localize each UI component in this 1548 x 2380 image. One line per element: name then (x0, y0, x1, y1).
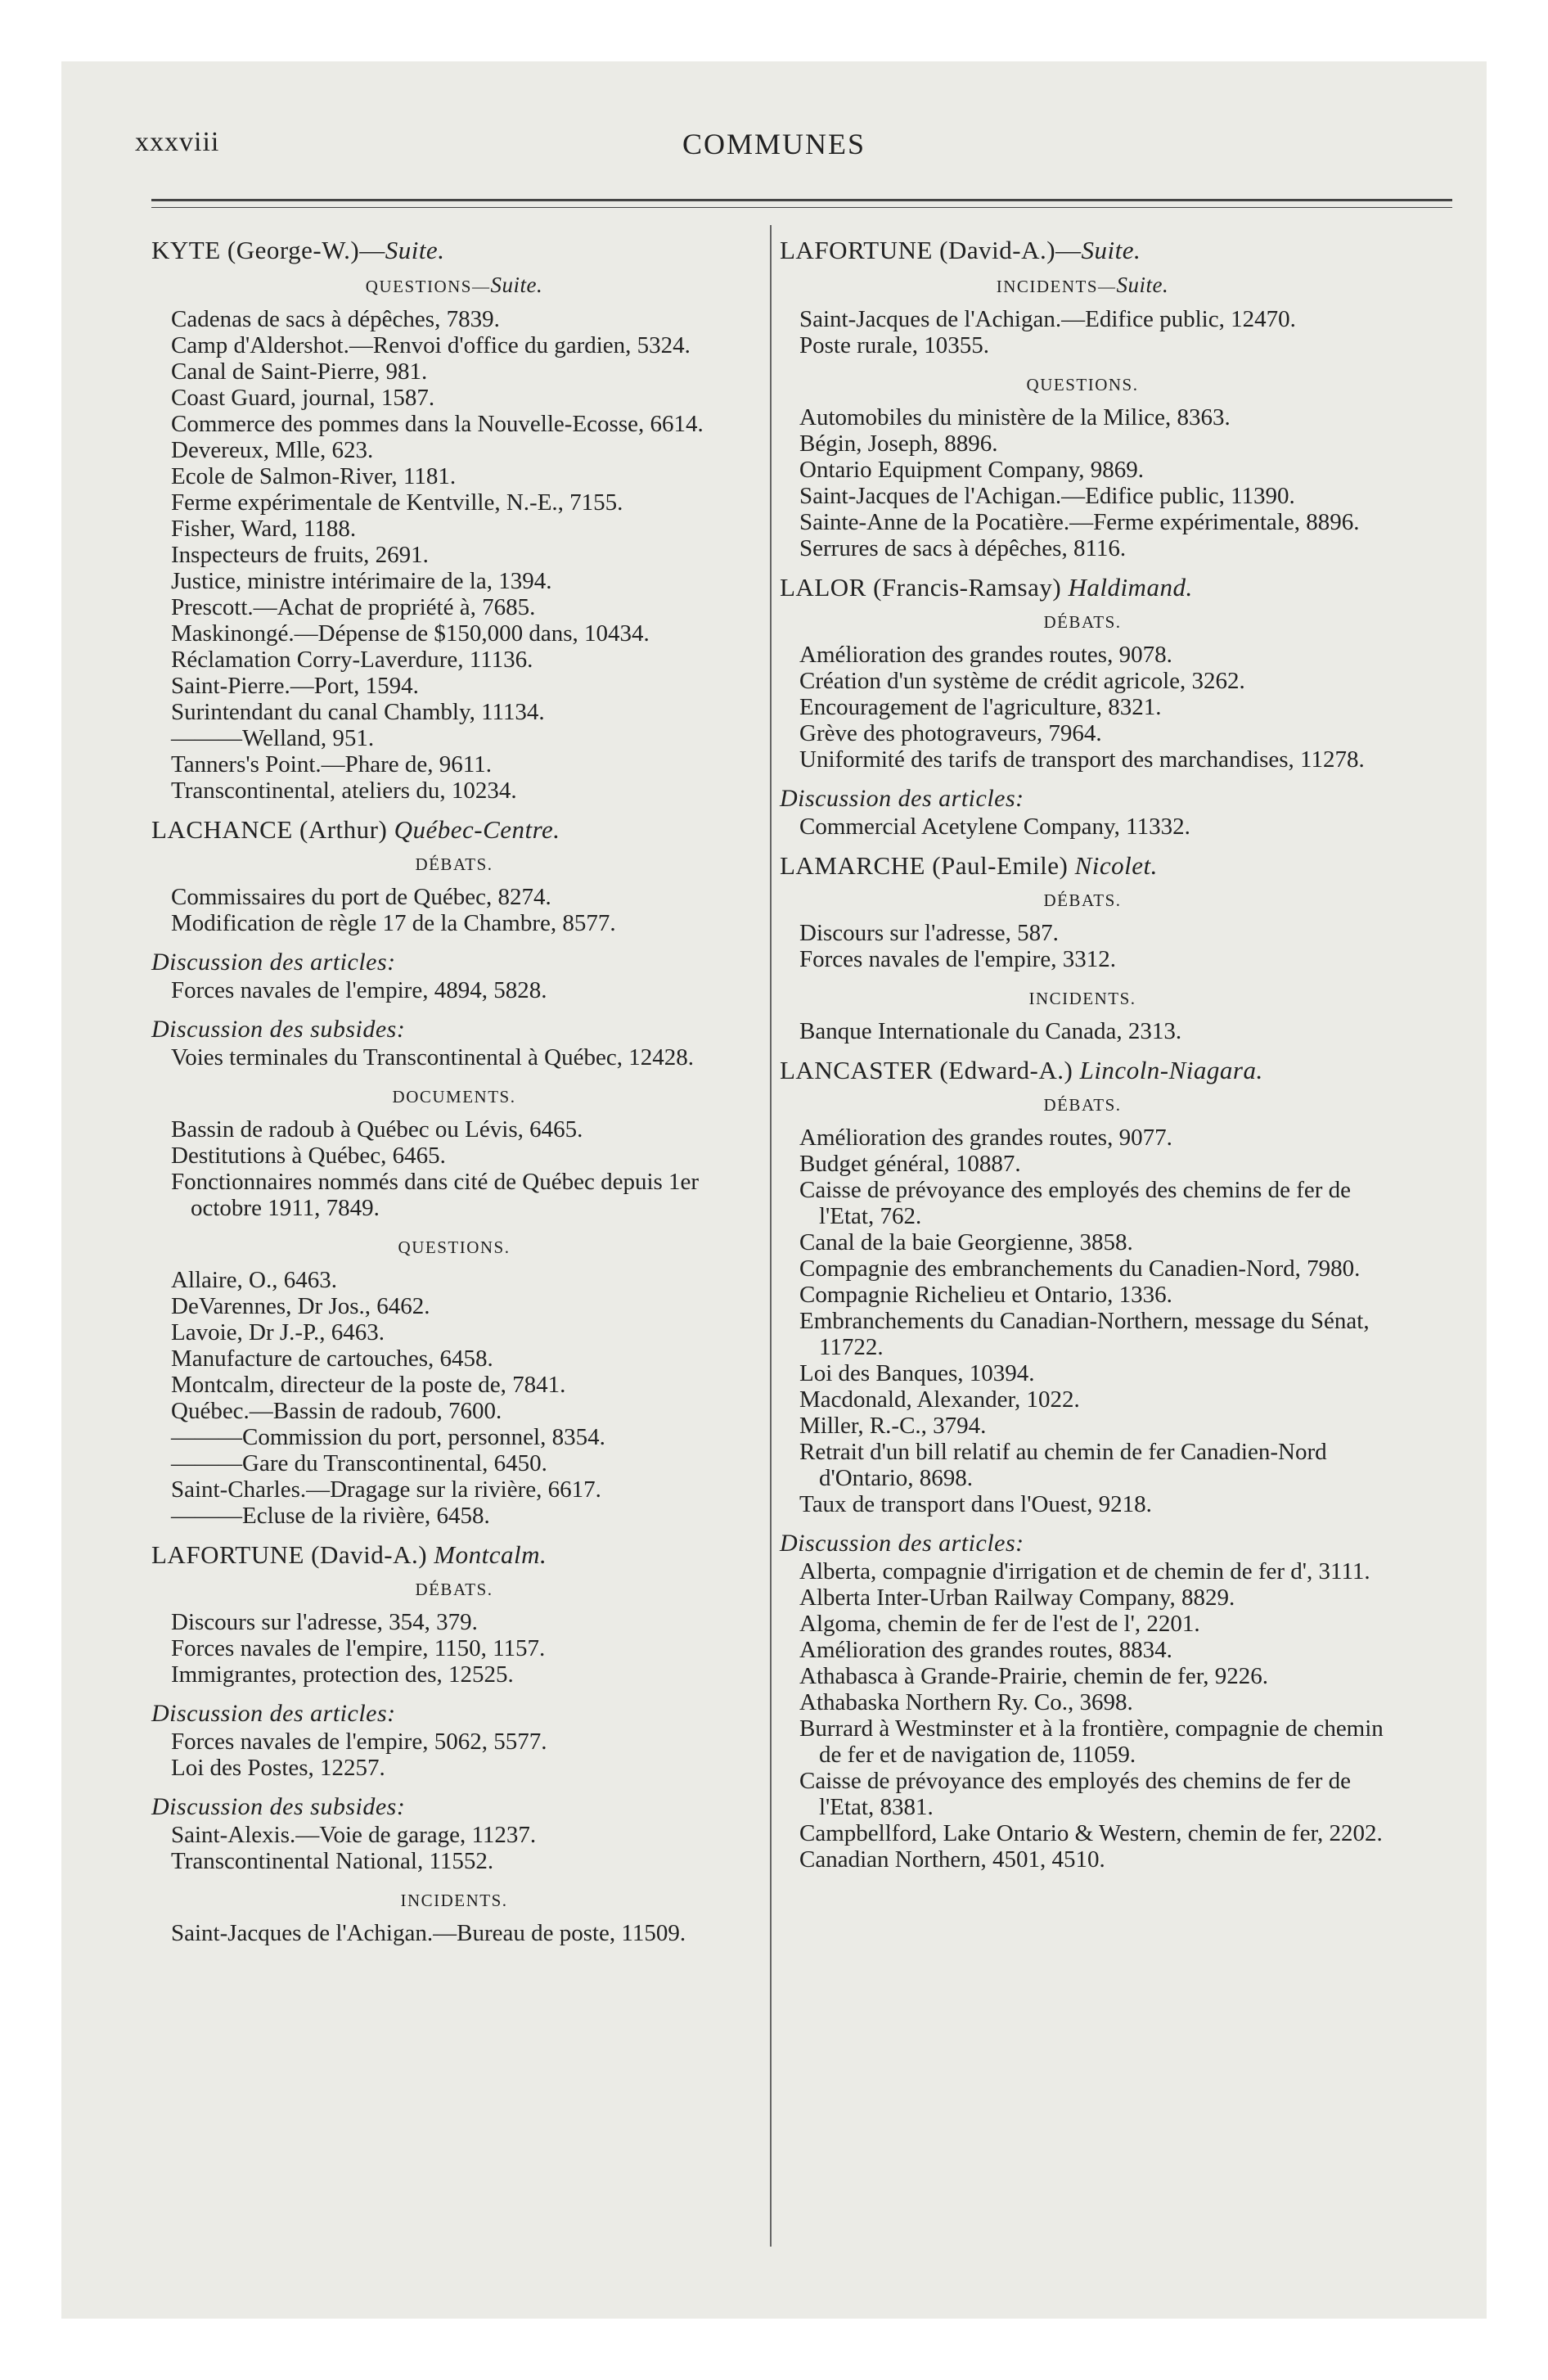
index-entry: Fisher, Ward, 1188. (171, 516, 357, 542)
index-entry: Destitutions à Québec, 6465. (171, 1143, 446, 1169)
index-entry: Caisse de prévoyance des employés des chemins de fer de l'Etat, 762. (799, 1177, 1352, 1229)
section-title-text: DÉBATS. (1043, 1095, 1122, 1115)
index-entry: Modification de règle 17 de la Chambre, 8577. (171, 910, 616, 936)
member-name: LANCASTER (Edward-A.) (780, 1056, 1080, 1084)
entry-list (780, 1558, 1385, 1873)
index-entry: Poste rurale, 10355. (799, 332, 989, 358)
index-entry: Automobiles du ministère de la Milice, 8363. (799, 404, 1231, 430)
index-entry: Miller, R.-C., 3794. (799, 1413, 987, 1439)
section-title-text: DOCUMENTS. (392, 1087, 516, 1107)
member-riding: Suite. (1081, 236, 1141, 264)
entry-list (151, 1920, 757, 1946)
section-title (780, 1092, 1385, 1118)
index-entry: Macdonald, Alexander, 1022. (799, 1386, 1080, 1413)
member-name: LALOR (Francis-Ramsay) (780, 573, 1069, 602)
index-entry: Transcontinental National, 11552. (171, 1848, 494, 1874)
index-entry: Uniformité des tarifs de transport des marchandises, 11278. (799, 746, 1365, 773)
index-entry: Saint-Charles.—Dragage sur la rivière, 6617. (171, 1476, 601, 1503)
index-entry: ———Gare du Transcontinental, 6450. (171, 1450, 547, 1476)
index-entry: Réclamation Corry-Laverdure, 11136. (171, 647, 533, 673)
section-title-text: INCIDENTS. (400, 1891, 508, 1910)
entry-list (151, 1267, 757, 1529)
book-page (61, 61, 1487, 2319)
section-title-italic: Suite. (1116, 273, 1169, 297)
index-entry: Tanners's Point.—Phare de, 9611. (171, 751, 492, 778)
index-entry: Loi des Postes, 12257. (171, 1755, 385, 1781)
right-column (780, 229, 1385, 1886)
index-entry: Justice, ministre intérimaire de la, 1394. (171, 568, 552, 594)
index-entry: Taux de transport dans l'Ouest, 9218. (799, 1491, 1152, 1517)
index-entry: Fonctionnaires nommés dans cité de Québec depuis 1er octobre 1911, 7849. (171, 1169, 700, 1221)
index-entry: Cadenas de sacs à dépêches, 7839. (171, 306, 500, 332)
section-title-italic: Suite. (490, 273, 543, 297)
header-rule-thin (151, 207, 1452, 208)
entry-list (151, 977, 757, 1003)
index-entry: Embranchements du Canadian-Northern, message du Sénat, 11722. (799, 1308, 1370, 1360)
member-heading (780, 575, 1385, 601)
section-title-text: DÉBATS. (1043, 612, 1122, 632)
index-entry: Budget général, 10887. (799, 1151, 1021, 1177)
entry-list (151, 884, 757, 936)
section-title-text: DÉBATS. (415, 1580, 493, 1599)
index-entry: Sainte-Anne de la Pocatière.—Ferme expérimentale, 8896. (799, 509, 1360, 535)
index-entry: Caisse de prévoyance des employés des chemins de fer de l'Etat, 8381. (799, 1768, 1352, 1820)
index-entry: Immigrantes, protection des, 12525. (171, 1661, 514, 1688)
index-entry: Montcalm, directeur de la poste de, 7841. (171, 1372, 566, 1398)
member-riding: Suite. (385, 236, 445, 264)
discussion-label: Discussion des subsides: (151, 1016, 406, 1043)
section-title (780, 272, 1385, 300)
index-entry: Prescott.—Achat de propriété à, 7685. (171, 594, 536, 620)
member-heading (151, 1542, 757, 1568)
discussion-label: Discussion des articles: (780, 1530, 1024, 1557)
index-entry: Canal de la baie Georgienne, 3858. (799, 1229, 1133, 1255)
index-entry: Athabasca à Grande-Prairie, chemin de fer, 9226. (799, 1663, 1268, 1689)
left-column (151, 229, 757, 1959)
index-entry: Commercial Acetylene Company, 11332. (799, 814, 1190, 840)
index-entry: Création d'un système de crédit agricole, 3262. (799, 668, 1245, 694)
section-title (780, 985, 1385, 1012)
index-entry: DeVarennes, Dr Jos., 6462. (171, 1293, 430, 1319)
member-riding: Nicolet. (1074, 851, 1158, 880)
section-title-text: INCIDENTS— (996, 277, 1117, 296)
index-entry: Allaire, O., 6463. (171, 1267, 337, 1293)
index-entry: Athabaska Northern Ry. Co., 3698. (799, 1689, 1133, 1715)
index-entry: Québec.—Bassin de radoub, 7600. (171, 1398, 502, 1424)
index-entry: Surintendant du canal Chambly, 11134. (171, 699, 545, 725)
page-number: xxxviii (135, 127, 220, 157)
index-entry: Compagnie des embranchements du Canadien-Nord, 7980. (799, 1255, 1361, 1282)
entry-list (780, 1125, 1385, 1517)
entry-list (151, 1822, 757, 1874)
entry-list (780, 306, 1385, 358)
index-entry: Manufacture de cartouches, 6458. (171, 1346, 493, 1372)
index-entry: Saint-Jacques de l'Achigan.—Edifice public, 11390. (799, 483, 1295, 509)
section-title-text: QUESTIONS. (1026, 375, 1139, 394)
index-entry: Alberta, compagnie d'irrigation et de chemin de fer d', 3111. (799, 1558, 1370, 1584)
entry-list (151, 1044, 757, 1071)
discussion-label: Discussion des articles: (151, 1700, 396, 1727)
index-entry: ———Commission du port, personnel, 8354. (171, 1424, 605, 1450)
member-riding: Québec-Centre. (394, 815, 560, 844)
member-riding: Montcalm. (434, 1540, 547, 1569)
member-riding: Haldimand. (1068, 573, 1193, 602)
index-entry: Forces navales de l'empire, 4894, 5828. (171, 977, 547, 1003)
member-heading (780, 237, 1385, 264)
section-title (780, 887, 1385, 913)
section-title (151, 851, 757, 877)
index-entry: Algoma, chemin de fer de l'est de l', 2201. (799, 1611, 1200, 1637)
entry-list (151, 1729, 757, 1781)
section-title-text: INCIDENTS. (1028, 989, 1136, 1008)
index-entry: Retrait d'un bill relatif au chemin de fer Canadien-Nord d'Ontario, 8698. (799, 1439, 1327, 1491)
index-entry: Forces navales de l'empire, 3312. (799, 946, 1116, 972)
index-entry: Canal de Saint-Pierre, 981. (171, 358, 428, 385)
section-title (780, 372, 1385, 398)
member-heading (151, 237, 757, 264)
section-title-text: DÉBATS. (415, 854, 493, 874)
entry-list (780, 920, 1385, 972)
index-entry: Transcontinental, ateliers du, 10234. (171, 778, 517, 804)
index-entry: Forces navales de l'empire, 1150, 1157. (171, 1635, 546, 1661)
section-title (151, 272, 757, 300)
index-entry: Saint-Jacques de l'Achigan.—Edifice public, 12470. (799, 306, 1296, 332)
index-entry: Serrures de sacs à dépêches, 8116. (799, 535, 1127, 561)
entry-list (780, 642, 1385, 773)
section-title (780, 609, 1385, 635)
index-entry: Commerce des pommes dans la Nouvelle-Ecosse, 6614. (171, 411, 704, 437)
index-entry: Amélioration des grandes routes, 9078. (799, 642, 1172, 668)
index-entry: Discours sur l'adresse, 587. (799, 920, 1059, 946)
index-entry: Saint-Pierre.—Port, 1594. (171, 673, 419, 699)
column-divider (770, 225, 772, 2247)
index-entry: Coast Guard, journal, 1587. (171, 385, 435, 411)
index-entry: Alberta Inter-Urban Railway Company, 8829. (799, 1584, 1235, 1611)
discussion-label: Discussion des articles: (151, 949, 396, 976)
index-entry: Commissaires du port de Québec, 8274. (171, 884, 551, 910)
member-name: KYTE (George-W.)— (151, 236, 385, 264)
running-title: COMMUNES (682, 128, 866, 160)
index-entry: ———Ecluse de la rivière, 6458. (171, 1503, 490, 1529)
section-title-text: QUESTIONS. (398, 1237, 511, 1257)
index-entry: Saint-Jacques de l'Achigan.—Bureau de poste, 11509. (171, 1920, 686, 1946)
index-entry: Saint-Alexis.—Voie de garage, 11237. (171, 1822, 537, 1848)
index-entry: Grève des photograveurs, 7964. (799, 720, 1102, 746)
index-entry: Amélioration des grandes routes, 8834. (799, 1637, 1172, 1663)
index-entry: ———Welland, 951. (171, 725, 375, 751)
section-title (151, 1576, 757, 1602)
entry-list (780, 814, 1385, 840)
member-name: LAFORTUNE (David-A.)— (780, 236, 1082, 264)
member-name: LAFORTUNE (David-A.) (151, 1540, 434, 1569)
index-entry: Bassin de radoub à Québec ou Lévis, 6465. (171, 1116, 583, 1143)
entry-list (151, 1116, 757, 1221)
entry-list (151, 1609, 757, 1688)
index-entry: Inspecteurs de fruits, 2691. (171, 542, 429, 568)
member-name: LACHANCE (Arthur) (151, 815, 394, 844)
discussion-label: Discussion des subsides: (151, 1793, 406, 1820)
index-entry: Canadian Northern, 4501, 4510. (799, 1846, 1105, 1873)
index-entry: Ontario Equipment Company, 9869. (799, 457, 1144, 483)
index-entry: Encouragement de l'agriculture, 8321. (799, 694, 1162, 720)
section-title-text: QUESTIONS— (365, 277, 491, 296)
member-heading (151, 817, 757, 843)
index-entry: Campbellford, Lake Ontario & Western, chemin de fer, 2202. (799, 1820, 1383, 1846)
section-title (151, 1887, 757, 1913)
index-entry: Voies terminales du Transcontinental à Québec, 12428. (171, 1044, 694, 1071)
index-entry: Lavoie, Dr J.-P., 6463. (171, 1319, 385, 1346)
index-entry: Amélioration des grandes routes, 9077. (799, 1125, 1172, 1151)
member-name: LAMARCHE (Paul-Emile) (780, 851, 1075, 880)
member-riding: Lincoln-Niagara. (1079, 1056, 1263, 1084)
member-heading (780, 853, 1385, 879)
index-entry: Camp d'Aldershot.—Renvoi d'office du gardien, 5324. (171, 332, 691, 358)
index-entry: Burrard à Westminster et à la frontière, compagnie de chemin de fer et de navigation de, 11059. (799, 1715, 1384, 1768)
member-heading (780, 1057, 1385, 1084)
index-entry: Loi des Banques, 10394. (799, 1360, 1035, 1386)
index-entry: Ferme expérimentale de Kentville, N.-E., 7155. (171, 489, 623, 516)
index-entry: Bégin, Joseph, 8896. (799, 430, 998, 457)
index-entry: Maskinongé.—Dépense de $150,000 dans, 10434. (171, 620, 650, 647)
section-title-text: DÉBATS. (1043, 890, 1122, 910)
section-title (151, 1084, 757, 1110)
header-rule (151, 199, 1452, 201)
index-entry: Ecole de Salmon-River, 1181. (171, 463, 457, 489)
index-entry: Devereux, Mlle, 623. (171, 437, 374, 463)
section-title (151, 1234, 757, 1260)
entry-list (151, 306, 757, 804)
index-entry: Forces navales de l'empire, 5062, 5577. (171, 1729, 547, 1755)
index-entry: Discours sur l'adresse, 354, 379. (171, 1609, 478, 1635)
entry-list (780, 1018, 1385, 1044)
entry-list (780, 404, 1385, 561)
index-entry: Banque Internationale du Canada, 2313. (799, 1018, 1182, 1044)
index-entry: Compagnie Richelieu et Ontario, 1336. (799, 1282, 1172, 1308)
discussion-label: Discussion des articles: (780, 785, 1024, 812)
